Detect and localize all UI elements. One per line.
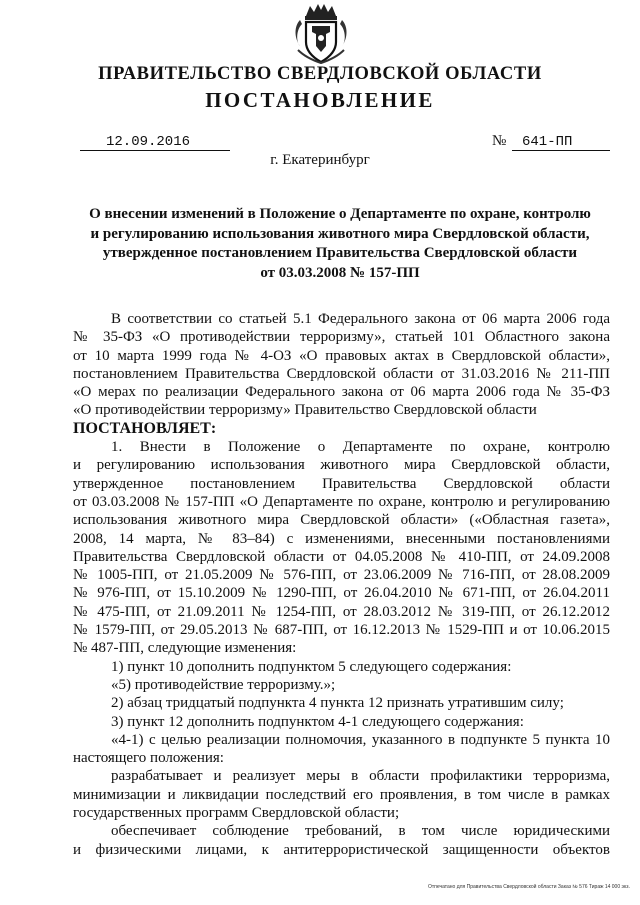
- body-line: разрабатывает и реализует меры в области профилактики терроризма,: [111, 768, 610, 785]
- body-line: 1) пункт 10 дополнить подпунктом 5 следующего содержания:: [111, 658, 512, 675]
- title-line: О внесении изменений в Положение о Департаменте по охране, контролю: [89, 206, 591, 222]
- document-title: [60, 205, 620, 283]
- document-date: 12.09.2016: [80, 134, 230, 151]
- body-line: использования животного мира Свердловской области» («Областная газета»,: [73, 512, 610, 529]
- body-line: Правительства Свердловской области от 04.05.2008 № 410-ПП, от 24.09.2008: [73, 548, 610, 565]
- body-line: 3) пункт 12 дополнить подпунктом 4-1 следующего содержания:: [111, 713, 524, 730]
- body-line: № 35-ФЗ «О противодействии терроризму», статьей 101 Областного закона: [73, 329, 610, 346]
- body-line: от 03.03.2008 № 157-ПП «О Департаменте по охране, контролю и регулированию: [73, 493, 610, 510]
- body-line: «5) противодействие терроризму.»;: [111, 676, 336, 693]
- body-line: «4-1) с целью реализации полномочия, указанного в подпункте 5 пункта 10: [111, 731, 610, 748]
- body-line: и физическими лицами, к антитеррористической защищенности объектов: [73, 841, 610, 858]
- document-body: [73, 310, 610, 859]
- body-line: настоящего положения:: [73, 750, 224, 767]
- body-line: № 1005-ПП, от 21.05.2009 № 576-ПП, от 23.06.2009 № 716-ПП, от 28.08.2009: [73, 567, 610, 584]
- title-line: утвержденное постановлением Правительства Свердловской области: [102, 245, 578, 261]
- number-label: №: [492, 133, 507, 149]
- organization-name: ПРАВИТЕЛЬСТВО СВЕРДЛОВСКОЙ ОБЛАСТИ: [98, 64, 542, 84]
- body-line: № 487-ПП, следующие изменения:: [73, 640, 297, 657]
- body-line: постановлением Правительства Свердловской области от 31.03.2016 № 211-ПП: [73, 365, 610, 382]
- body-line: 2008, 14 марта, № 83–84) с изменениями, внесенными постановлениями: [73, 530, 610, 547]
- document-number: 641-ПП: [512, 134, 610, 151]
- body-line: № 1579-ПП, от 29.05.2013 № 687-ПП, от 16.12.2013 № 1529-ПП и от 10.06.2015: [73, 622, 610, 639]
- document-type: ПОСТАНОВЛЕНИЕ: [205, 88, 435, 112]
- body-line: и регулированию использования животного мира Свердловской области,: [73, 457, 610, 474]
- coat-of-arms-emblem: [292, 2, 350, 64]
- body-line: № 475-ПП, от 21.09.2011 № 1254-ПП, от 28.03.2012 № 319-ПП, от 26.12.2012: [73, 603, 610, 620]
- body-line: обеспечивает соблюдение требований, в том числе юридическими: [111, 823, 610, 840]
- body-line: № 976-ПП, от 15.10.2009 № 1290-ПП, от 26.04.2010 № 671-ПП, от 26.04.2011: [73, 585, 610, 602]
- resolves-heading: ПОСТАНОВЛЯЕТ:: [73, 419, 217, 437]
- body-line: «О противодействии терроризму» Правительство Свердловской области: [73, 402, 537, 419]
- body-line: утвержденное постановлением Правительства Свердловской области: [73, 475, 610, 492]
- body-line: государственных программ Свердловской области;: [73, 805, 400, 822]
- title-line: и регулированию использования животного мира Свердловской области,: [90, 225, 590, 242]
- body-line: «О мерах по реализации Федерального закона от 06 марта 2006 года № 35-ФЗ: [73, 384, 610, 401]
- title-line: от 03.03.2008 № 157-ПП: [260, 264, 420, 281]
- body-line: В соответствии со статьей 5.1 Федерального закона от 06 марта 2006 года: [111, 311, 610, 327]
- body-line: от 10 марта 1999 года № 4-ОЗ «О правовых актах в Свердловской области»,: [73, 347, 610, 364]
- body-line: 1. Внести в Положение о Департаменте по охране, контролю: [111, 439, 610, 456]
- body-line: минимизации и ликвидации последствий его проявления, в том числе в рамках: [73, 786, 610, 803]
- city: г. Екатеринбург: [270, 152, 370, 168]
- body-line: 2) абзац тридцатый подпункта 4 пункта 12 признать утратившим силу;: [111, 695, 564, 712]
- print-footer: Отпечатано для Правительства Свердловской области Заказ № 576 Тираж 14 000 экз.: [428, 884, 630, 890]
